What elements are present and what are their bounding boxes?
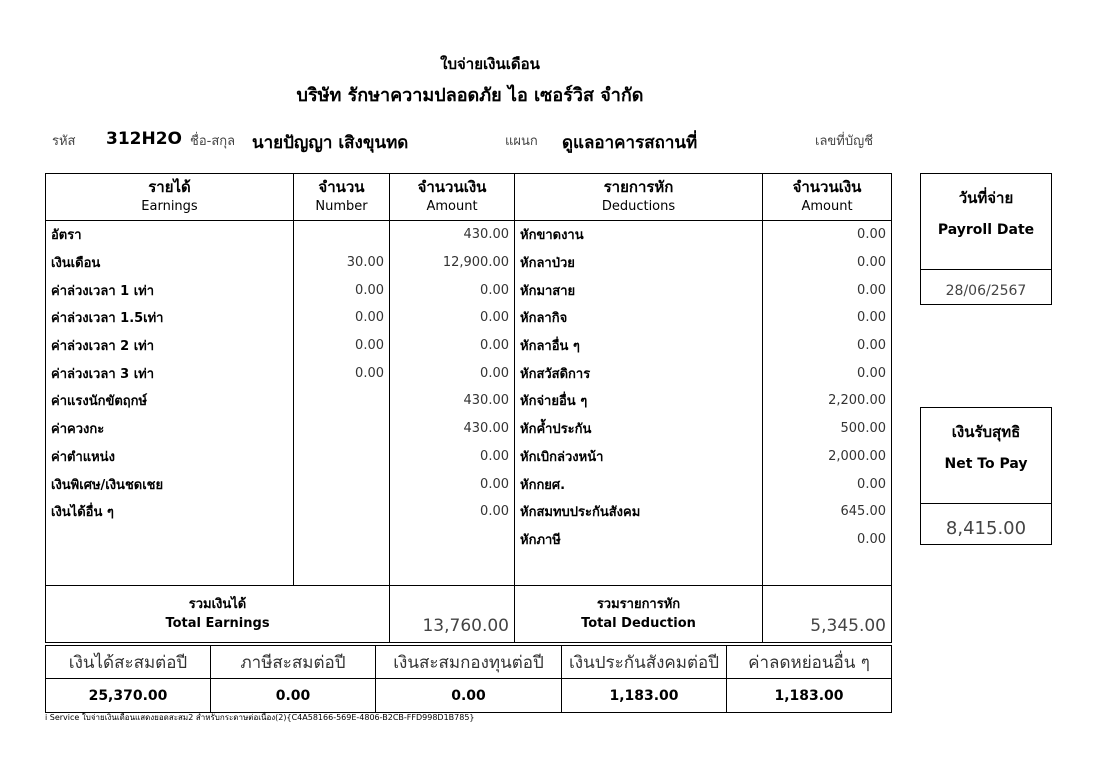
number-value	[294, 443, 390, 471]
ytd-header: ค่าลดหย่อนอื่น ๆ	[727, 646, 892, 679]
table-row	[46, 304, 892, 332]
number-value: 0.00	[294, 359, 390, 387]
table-row	[46, 359, 892, 387]
ytd-header: เงินประกันสังคมต่อปี	[562, 646, 727, 679]
number-value	[294, 470, 390, 498]
deduction-item: หักลาป่วย	[515, 249, 763, 277]
employee-name: นายปัญญา เสิงขุนทด	[252, 133, 409, 153]
employee-code: 312H2O	[106, 129, 182, 149]
totals-row	[46, 586, 892, 643]
net-pay-label-th: เงินรับสุทธิ	[951, 423, 1021, 441]
earnings-header: รายได้ Earnings	[46, 174, 294, 221]
amount-value: 430.00	[390, 415, 515, 443]
table-row	[46, 221, 892, 249]
department-label: แผนก	[505, 134, 538, 149]
earning-item: เงินเดือน	[46, 249, 294, 277]
total-deduction-value: 5,345.00	[763, 586, 892, 643]
net-pay-value: 8,415.00	[945, 518, 1027, 539]
number-value	[294, 387, 390, 415]
ytd-value: 25,370.00	[46, 679, 211, 713]
number-header: จำนวน Number	[294, 174, 390, 221]
earning-item	[46, 526, 294, 554]
ytd-header-row	[46, 646, 892, 679]
ytd-header: เงินได้สะสมต่อปี	[46, 646, 211, 679]
number-value: 0.00	[294, 276, 390, 304]
table-row	[46, 498, 892, 526]
earning-item: ค่าควงกะ	[46, 415, 294, 443]
payroll-date-label-en: Payroll Date	[937, 222, 1035, 238]
net-pay-label-en: Net To Pay	[944, 456, 1028, 472]
table-spacer-row	[46, 553, 892, 586]
deduction-amount: 0.00	[763, 332, 892, 360]
payslip-table	[45, 173, 892, 643]
deduction-item: หักขาดงาน	[515, 221, 763, 249]
number-value: 0.00	[294, 304, 390, 332]
amount-value: 12,900.00	[390, 249, 515, 277]
ytd-value: 0.00	[376, 679, 562, 713]
earning-item: เงินพิเศษ/เงินชดเชย	[46, 470, 294, 498]
deduction-amount-header: จำนวนเงิน Amount	[763, 174, 892, 221]
table-row	[46, 387, 892, 415]
ytd-header: ภาษีสะสมต่อปี	[211, 646, 376, 679]
deduction-amount: 2,000.00	[763, 443, 892, 471]
department-name: ดูแลอาคารสถานที่	[562, 133, 698, 153]
number-value	[294, 526, 390, 554]
amount-value: 0.00	[390, 470, 515, 498]
document-title: ใบจ่ายเงินเดือน	[440, 55, 540, 73]
ytd-value: 1,183.00	[727, 679, 892, 713]
payroll-date-value: 28/06/2567	[945, 283, 1027, 299]
ytd-summary-table	[45, 645, 892, 713]
deduction-item: หักลากิจ	[515, 304, 763, 332]
deduction-amount: 0.00	[763, 359, 892, 387]
earning-item: ค่าล่วงเวลา 1.5เท่า	[46, 304, 294, 332]
deduction-amount: 0.00	[763, 470, 892, 498]
deduction-amount: 0.00	[763, 276, 892, 304]
table-row	[46, 526, 892, 554]
total-earnings-label: รวมเงินได้ Total Earnings	[46, 586, 390, 643]
deduction-amount: 0.00	[763, 249, 892, 277]
deduction-item: หักกยศ.	[515, 470, 763, 498]
number-value: 30.00	[294, 249, 390, 277]
amount-value: 430.00	[390, 221, 515, 249]
deduction-item: หักลาอื่น ๆ	[515, 332, 763, 360]
deduction-item: หักสมทบประกันสังคม	[515, 498, 763, 526]
table-header	[46, 174, 892, 221]
net-pay-box	[920, 407, 1052, 545]
deduction-amount: 2,200.00	[763, 387, 892, 415]
table-row	[46, 470, 892, 498]
employee-code-label: รหัส	[52, 134, 76, 149]
ytd-header: เงินสะสมกองทุนต่อปี	[376, 646, 562, 679]
payroll-date-box	[920, 173, 1052, 305]
table-row	[46, 332, 892, 360]
amount-value: 0.00	[390, 443, 515, 471]
earning-item: ค่าแรงนักขัตฤกษ์	[46, 387, 294, 415]
deduction-item: หักมาสาย	[515, 276, 763, 304]
table-row	[46, 415, 892, 443]
total-deduction-label: รวมรายการหัก Total Deduction	[515, 586, 763, 643]
table-row	[46, 249, 892, 277]
payroll-date-label-th: วันที่จ่าย	[958, 189, 1014, 207]
amount-value: 0.00	[390, 276, 515, 304]
amount-value: 0.00	[390, 359, 515, 387]
number-value	[294, 498, 390, 526]
deduction-item: หักจ่ายอื่น ๆ	[515, 387, 763, 415]
total-earnings-value: 13,760.00	[390, 586, 515, 643]
ytd-value: 0.00	[211, 679, 376, 713]
table-row	[46, 276, 892, 304]
amount-value: 0.00	[390, 304, 515, 332]
deduction-item: หักภาษี	[515, 526, 763, 554]
deduction-amount: 0.00	[763, 304, 892, 332]
deduction-amount: 0.00	[763, 526, 892, 554]
earning-item: ค่าล่วงเวลา 2 เท่า	[46, 332, 294, 360]
account-number-label: เลขที่บัญชี	[815, 134, 874, 149]
employee-name-label: ชื่อ-สกุล	[190, 134, 236, 149]
company-name: บริษัท รักษาความปลอดภัย ไอ เซอร์วิส จำกัด	[296, 85, 644, 106]
number-value: 0.00	[294, 332, 390, 360]
deductions-header: รายการหัก Deductions	[515, 174, 763, 221]
deduction-amount: 0.00	[763, 221, 892, 249]
amount-value: 0.00	[390, 332, 515, 360]
deduction-item: หักค้ำประกัน	[515, 415, 763, 443]
deduction-amount: 645.00	[763, 498, 892, 526]
footer-note: i Service ใบจ่ายเงินเดือนแสดงยอดสะสม2 สำหรับกระดาษต่อเนื่อง(2){C4A58166-569E-4806-B2CB-FFD998D1B785}	[45, 713, 475, 722]
deduction-item: หักเบิกล่วงหน้า	[515, 443, 763, 471]
earning-item: ค่าล่วงเวลา 3 เท่า	[46, 359, 294, 387]
amount-value: 430.00	[390, 387, 515, 415]
number-value	[294, 415, 390, 443]
earning-item: เงินได้อื่น ๆ	[46, 498, 294, 526]
amount-value	[390, 526, 515, 554]
ytd-value-row	[46, 679, 892, 713]
earning-item: ค่าตำแหน่ง	[46, 443, 294, 471]
ytd-value: 1,183.00	[562, 679, 727, 713]
amount-value: 0.00	[390, 498, 515, 526]
amount-header: จำนวนเงิน Amount	[390, 174, 515, 221]
table-row	[46, 443, 892, 471]
deduction-amount: 500.00	[763, 415, 892, 443]
deduction-item: หักสวัสดิการ	[515, 359, 763, 387]
earning-item: อัตรา	[46, 221, 294, 249]
number-value	[294, 221, 390, 249]
earning-item: ค่าล่วงเวลา 1 เท่า	[46, 276, 294, 304]
